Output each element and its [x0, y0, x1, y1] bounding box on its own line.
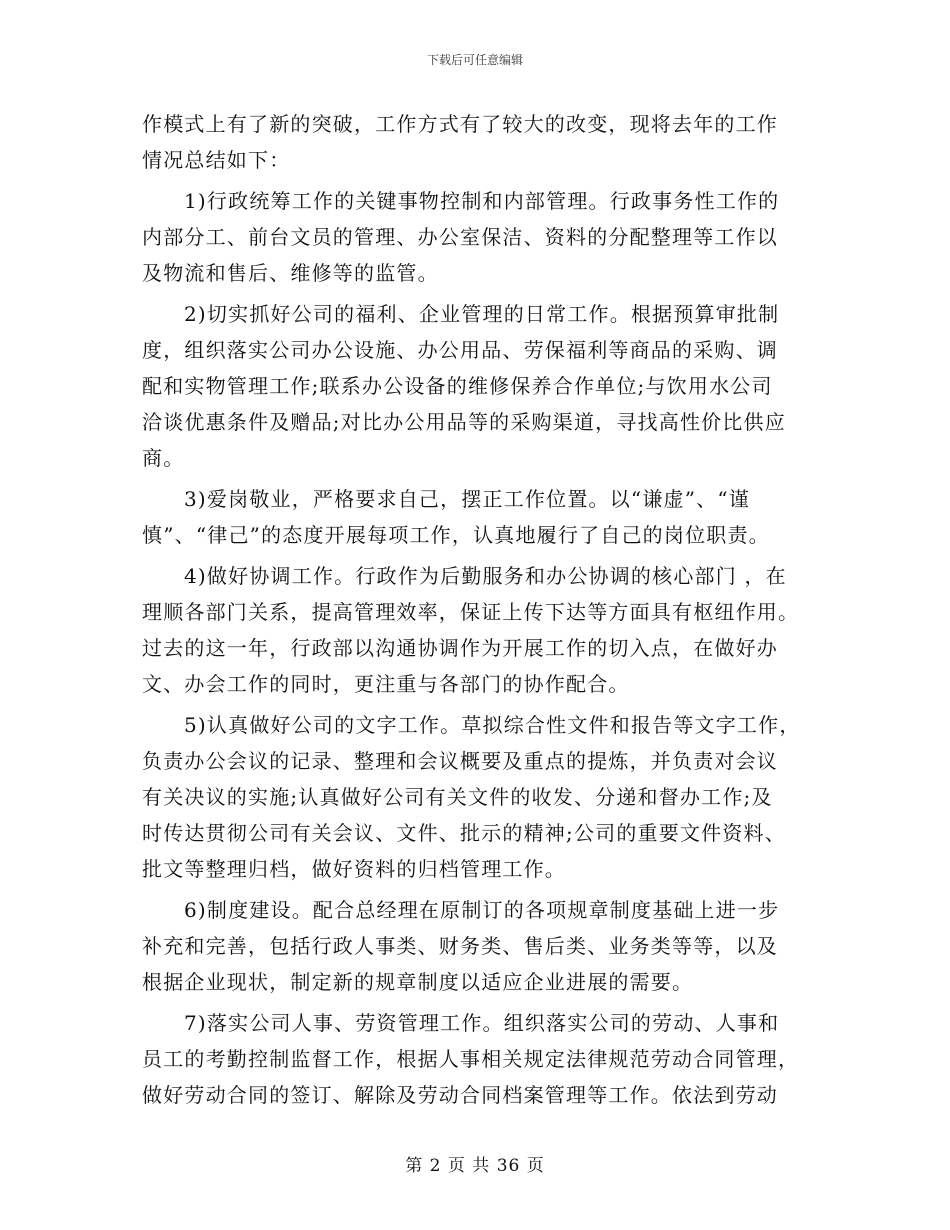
text-line: 补充和完善，包括行政人事类、财务类、售后类、业务类等等，以及 [142, 934, 778, 958]
text-line: 及物流和售后、维修等的监管。 [142, 261, 439, 285]
paragraph-3-start: 3)爱岗敬业，严格要求自己，摆正工作位置。以“谦虚”、“谨 [184, 487, 751, 511]
text-line: 配和实物管理工作;联系办公设备的维修保养合作单位;与饮用水公司 [142, 374, 773, 398]
text-line: 批文等整理归档，做好资料的归档管理工作。 [142, 857, 566, 881]
text-line: 根据企业现状，制定新的规章制度以适应企业进展的需要。 [142, 970, 694, 994]
text-line: 洽谈优惠条件及赠品;对比办公用品等的采购渠道，寻找高性价比供应 [142, 410, 786, 434]
text-line: 商。 [142, 446, 185, 470]
paragraph-2-start: 2)切实抓好公司的福利、企业管理的日常工作。根据预算审批制 [184, 302, 780, 326]
text-line: 负责办公会议的记录、整理和会议概要及重点的提炼，并负责对会议 [142, 749, 778, 773]
text-line: 过去的这一年，行政部以沟通协调作为开展工作的切入点，在做好办 [142, 636, 778, 660]
page-header-note: 下载后可任意编辑 [426, 53, 523, 67]
paragraph-6-start: 6)制度建设。配合总经理在原制订的各项规章制度基础上进一步 [184, 898, 780, 922]
text-line: 文、办会工作的同时，更注重与各部门的协作配合。 [142, 672, 630, 696]
document-body [142, 106, 806, 1113]
paragraph-1-start: 1)行政统筹工作的关键事物控制和内部管理。行政事务性工作的 [184, 189, 780, 213]
paragraph-7-start: 7)落实公司人事、劳资管理工作。组织落实公司的劳动、人事和 [184, 1011, 780, 1035]
text-line: 情况总结如下： [142, 148, 291, 172]
text-line: 慎”、“律己”的态度开展每项工作，认真地履行了自己的岗位职责。 [142, 523, 770, 547]
text-line: 内部分工、前台文员的管理、办公室保洁、资料的分配整理等工作以 [142, 225, 778, 249]
text-line: 员工的考勤控制监督工作，根据人事相关规定法律规范劳动合同管理， [142, 1047, 800, 1071]
text-line: 做好劳动合同的签订、解除及劳动合同档案管理等工作。依法到劳动 [142, 1083, 778, 1107]
text-line: 有关决议的实施;认真做好公司有关文件的收发、分递和督办工作;及 [142, 785, 773, 809]
paragraph-4-start: 4)做好协调工作。行政作为后勤服务和办公协调的核心部门 ，在 [184, 564, 787, 588]
text-line: 理顺各部门关系，提高管理效率，保证上传下达等方面具有枢纽作用。 [142, 600, 800, 624]
paragraph-5-start: 5)认真做好公司的文字工作。草拟综合性文件和报告等文字工作， [184, 713, 801, 737]
text-line: 作模式上有了新的突破，工作方式有了较大的改变，现将去年的工作 [142, 112, 778, 136]
text-line: 时传达贯彻公司有关会议、文件、批示的精神;公司的重要文件资料、 [142, 821, 786, 845]
page-number: 第 2 页 共 36 页 [405, 1156, 545, 1176]
text-line: 度，组织落实公司办公设施、办公用品、劳保福利等商品的采购、调 [142, 338, 778, 362]
